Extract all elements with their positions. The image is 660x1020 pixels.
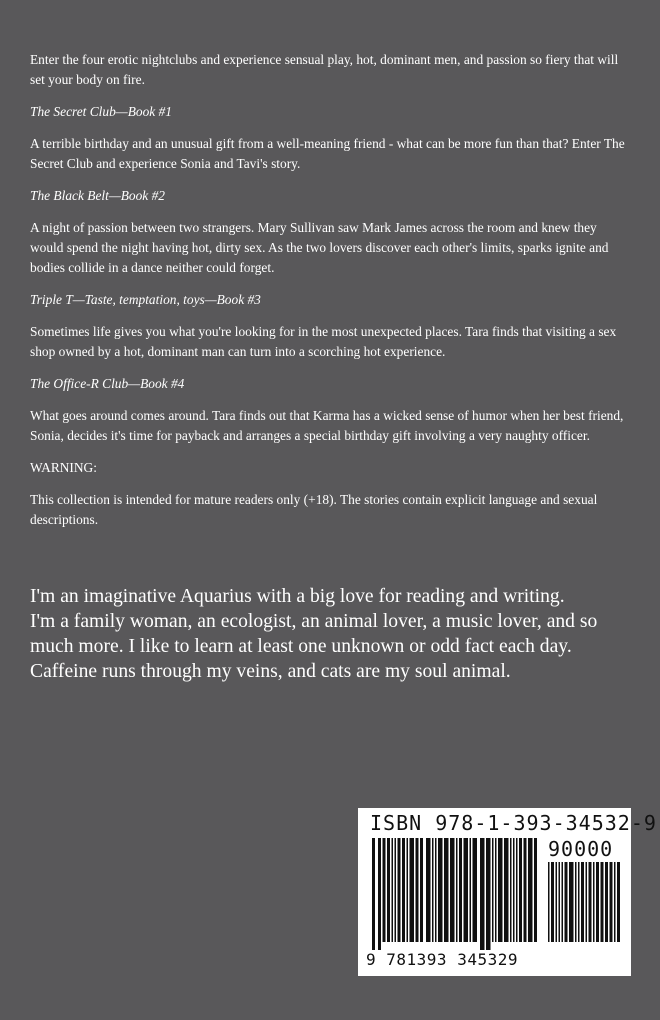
barcode-bar <box>450 838 455 942</box>
blurb-intro: Enter the four erotic nightclubs and experience sensual play, hot, dominant men, and passion so fiery that will set your body on fire. <box>30 52 619 87</box>
book-3-description: Sometimes life gives you what you're looking for in the most unexpected places. Tara finds that visiting a sex shop owned by a hot, dominant man can turn into a scorching hot experience. <box>30 324 617 359</box>
barcode-bar <box>562 862 564 942</box>
barcode-bar <box>426 838 431 942</box>
book-2-description: A night of passion between two strangers. Mary Sullivan saw Mark James across the room and knew they would spend the night having hot, dirty sex. As the two lovers discover each other's limits, sparks ignite and bodies collide in a dance neither could forget. <box>30 220 609 275</box>
barcode-bar <box>589 862 592 942</box>
barcode-bar <box>410 838 415 942</box>
back-cover-blurb <box>30 50 632 542</box>
barcode-bar <box>378 838 381 950</box>
barcode-bar <box>581 862 584 942</box>
barcode-bar <box>383 838 386 942</box>
ean-barcode-bars <box>370 838 538 950</box>
barcode-bar <box>492 838 494 942</box>
barcode-bar <box>407 838 409 942</box>
author-bio <box>30 584 636 684</box>
barcode-bar <box>459 838 462 942</box>
barcode-bar <box>470 838 472 942</box>
barcode-bar <box>575 862 577 942</box>
price-addon-bars <box>546 862 622 950</box>
barcode-bar <box>551 862 554 942</box>
isbn-label: ISBN 978-1-393-34532-9 <box>370 811 657 835</box>
barcode-bar <box>617 862 620 942</box>
barcode-bar <box>548 862 550 942</box>
barcode-bar <box>498 838 503 942</box>
barcode-bar <box>565 862 568 942</box>
author-bio-line-2: I'm a family woman, an ecologist, an animal lover, a music lover, and so much more. I like to learn at least one unknown or odd fact each day. Caffeine runs through my veins, and cats are my soul animal. <box>30 611 598 682</box>
price-code: 90000 <box>548 837 614 861</box>
barcode-bar <box>516 838 518 942</box>
barcode-bar <box>556 862 558 942</box>
barcode-bar <box>372 838 375 950</box>
barcode-bar <box>524 838 527 942</box>
warning-label: WARNING: <box>30 460 97 475</box>
barcode-bar <box>420 838 423 942</box>
barcode-bar <box>473 838 478 942</box>
barcode-bar <box>398 838 401 942</box>
barcode-bar <box>569 862 574 942</box>
book-3-title: Triple T—Taste, temptation, toys—Book #3 <box>30 292 261 307</box>
barcode-bar <box>534 838 537 942</box>
barcode-bar <box>464 838 469 942</box>
barcode-bar <box>605 862 608 942</box>
barcode-bar <box>456 838 458 942</box>
barcode-bar <box>510 838 512 942</box>
barcode-bar <box>559 862 561 942</box>
barcode-bar <box>495 838 497 942</box>
barcode-bar <box>392 838 394 942</box>
barcode-bar <box>486 838 491 950</box>
barcode-bar <box>438 838 443 942</box>
barcode-bar <box>435 838 437 942</box>
barcode-bar <box>513 838 515 942</box>
book-1-title: The Secret Club—Book #1 <box>30 104 172 119</box>
barcode-bar <box>387 838 390 942</box>
barcode-bar <box>610 862 613 942</box>
barcode-bar <box>596 862 599 942</box>
barcode-bar <box>593 862 595 942</box>
barcode-bar <box>504 838 509 942</box>
barcode-bar <box>519 838 522 942</box>
book-1-description: A terrible birthday and an unusual gift from a well-meaning friend - what can be more fun than that? Enter The Secret Club and experience Sonia and Tavi's story. <box>30 136 625 171</box>
barcode-bar <box>578 862 580 942</box>
barcode-bar <box>601 862 604 942</box>
barcode-bar <box>586 862 588 942</box>
barcode-bar <box>416 838 419 942</box>
author-bio-line-1: I'm an imaginative Aquarius with a big love for reading and writing. <box>30 586 565 607</box>
barcode-bar <box>444 838 449 942</box>
ean-digits: 9 781393 345329 <box>366 950 518 969</box>
barcode-bar <box>614 862 616 942</box>
book-4-description: What goes around comes around. Tara finds out that Karma has a wicked sense of humor when her best friend, Sonia, decides it's time for payback and arranges a special birthday gift involving a very naughty officer. <box>30 408 624 443</box>
book-2-title: The Black Belt—Book #2 <box>30 188 165 203</box>
barcode-bar <box>528 838 533 942</box>
warning-text: This collection is intended for mature readers only (+18). The stories contain explicit language and sexual descriptions. <box>30 492 598 527</box>
book-4-title: The Office-R Club—Book #4 <box>30 376 185 391</box>
barcode-bar <box>432 838 434 942</box>
barcode-bar <box>480 838 485 950</box>
barcode-bar <box>395 838 397 942</box>
isbn-barcode <box>358 808 657 976</box>
barcode-bar <box>402 838 405 942</box>
